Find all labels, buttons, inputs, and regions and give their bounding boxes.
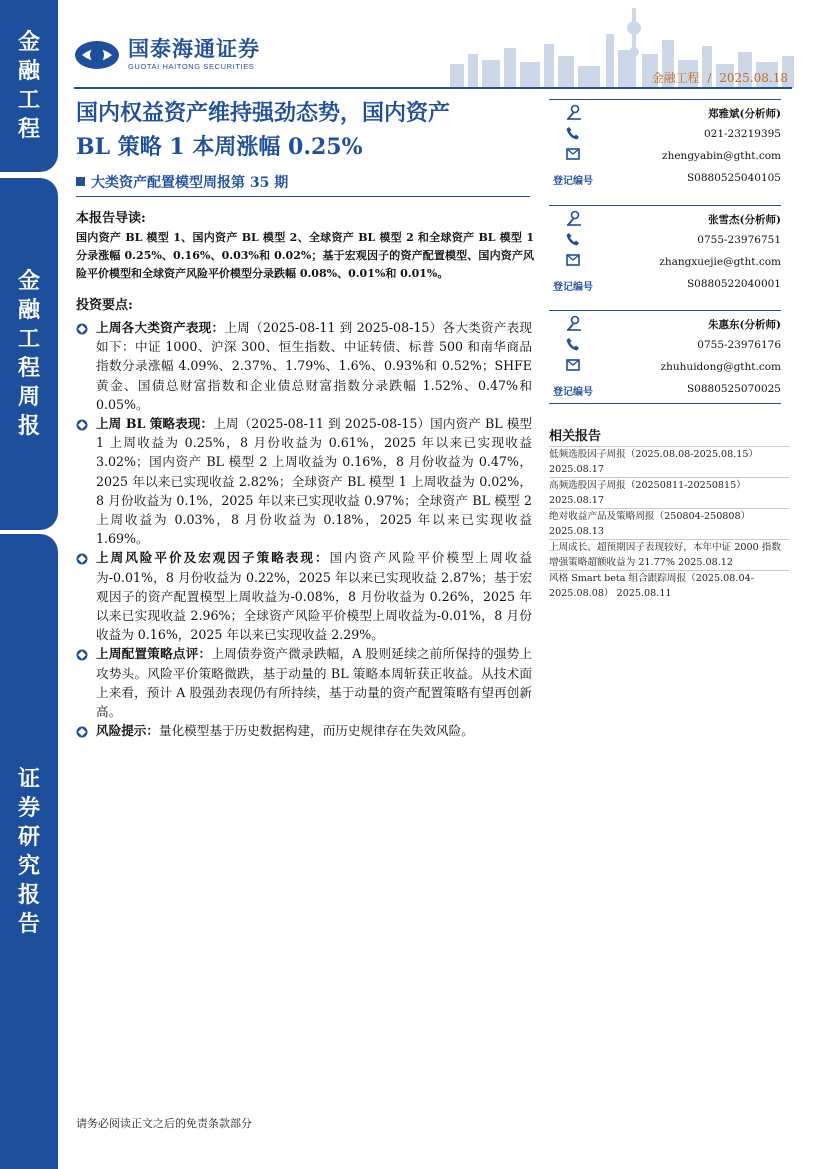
related-report-item[interactable]	[549, 570, 789, 601]
related-report-item[interactable]	[549, 446, 789, 477]
side-tab-financial-engineering	[0, 0, 58, 172]
analyst-card	[549, 313, 781, 401]
report-date: 2025.08.18	[719, 71, 788, 85]
key-point-heading: 风险提示：	[96, 723, 159, 739]
report-subtitle	[76, 172, 288, 192]
side-tab-char: 程	[17, 356, 40, 381]
subtitle-text: 大类资产配置模型周报第 35 期	[91, 175, 289, 191]
analyst-divider	[549, 205, 781, 206]
header-divider	[74, 87, 792, 89]
related-report-date: 2025.08.17	[549, 463, 604, 475]
analyst-registration: S0880522040001	[686, 278, 781, 290]
related-report-date: 2025.08.17	[549, 494, 604, 506]
analyst-card	[549, 102, 781, 190]
key-points-list	[76, 318, 532, 740]
side-tab-char: 究	[17, 853, 40, 879]
side-tab-char: 证	[17, 766, 40, 792]
diamond-bullet-icon	[76, 726, 88, 738]
side-tab-char: 工	[17, 88, 40, 113]
analyst-divider	[549, 99, 781, 100]
phone-icon	[566, 126, 580, 140]
related-report-item[interactable]	[549, 508, 789, 539]
key-point-body: 量化模型基于历史数据构建，而历史规律存在失效风险。	[158, 723, 474, 739]
analyst-name: 张雪杰(分析师)	[708, 214, 781, 226]
related-report-date: 2025.08.12	[678, 556, 733, 568]
registration-label: 登记编号	[553, 176, 593, 187]
header-category-date	[652, 69, 788, 86]
key-point-body: 上周（2025-08-11 到 2025-08-15）各大类资产表现如下：中证 1000、沪深 300、恒生指数、中证转债、标普 500 和南华商品指数分录涨幅 4.09%、2.37%、1.79%、1.6%、0.93%和 0.52%；SHFE 黄金、国债总财富指数和企业债总财富指数分录跌幅 1.52%、0.47%和 0.05%。	[96, 320, 533, 412]
related-reports-list	[549, 446, 789, 601]
email-icon	[566, 359, 580, 371]
related-report-title[interactable]: 上周成长、超预期因子表现较好，本年中证 2000 指数增强策略超额收益为 21.77%	[549, 542, 781, 568]
side-tab-char: 券	[17, 795, 40, 821]
key-point-heading: 上周配置策略点评：	[96, 646, 212, 662]
email-icon	[566, 254, 580, 266]
subtitle-divider	[76, 196, 530, 197]
report-title	[76, 96, 536, 164]
diamond-bullet-icon	[76, 553, 88, 565]
key-point-body: 上周（2025-08-11 到 2025-08-15）国内资产 BL 模型 1 上周收益为 0.25%，8 月份收益为 0.61%，2025 年以来已实现收益 3.02%；国内资产 BL 模型 2 上周收益为 0.16%，8 月份收益为 0.47%，2025 年以来已实现收益 2.82%；全球资产 BL 模型 1 上周收益为 0.02%，8 月份收益为 0.1%，2025 年以来已实现收益 0.97%；全球资产 BL 模型 2 上周收益为 0.03%，8 月份收益为 0.18%，2025 年以来已实现收益 1.69%。	[96, 416, 532, 547]
key-point	[76, 721, 532, 740]
related-report-title[interactable]: 风格 Smart beta 组合跟踪周报（2025.08.04-2025.08.08）	[549, 573, 754, 599]
analyst-divider	[549, 310, 781, 311]
disclaimer-footer: 请务必阅读正文之后的免责条款部分	[76, 1117, 252, 1130]
email-icon	[566, 148, 580, 160]
key-point	[76, 318, 532, 414]
company-logo	[74, 38, 260, 71]
key-point	[76, 414, 532, 548]
side-tab-char: 金	[17, 30, 40, 55]
related-report-date: 2025.08.13	[549, 525, 604, 537]
logo-text-en: GUOTAI HAITONG SECURITIES	[128, 62, 255, 71]
diamond-bullet-icon	[76, 649, 88, 661]
registration-label: 登记编号	[553, 282, 593, 293]
side-tab-char: 融	[17, 298, 40, 323]
diamond-bullet-icon	[76, 419, 88, 431]
side-tab-char: 周	[17, 385, 40, 410]
key-point-heading: 上周 BL 策略表现：	[96, 416, 214, 432]
report-category: 金融工程	[651, 71, 700, 85]
side-tab-weekly-report	[0, 178, 58, 530]
side-tab-char: 报	[17, 414, 40, 439]
key-point-heading: 上周各大类资产表现：	[96, 320, 225, 335]
points-heading: 投资要点:	[76, 298, 133, 313]
analyst-name: 郑雅斌(分析师)	[708, 108, 781, 120]
key-point-heading: 上周风险平价及宏观因子策略表现：	[96, 550, 330, 566]
logo-mark-icon	[74, 40, 120, 70]
square-bullet-icon	[76, 177, 85, 186]
related-report-title[interactable]: 高频选股因子周报（20250811-20250815）	[549, 480, 746, 491]
analyst-phone: 0755-23976751	[697, 234, 781, 246]
related-report-title[interactable]: 绝对收益产品及策略周报（250804-250808）	[549, 511, 751, 522]
intro-heading: 本报告导读:	[76, 211, 146, 226]
analyst-email[interactable]: zhuhuidong@gtht.com	[660, 361, 781, 373]
analyst-icon	[566, 210, 582, 226]
analyst-icon	[566, 315, 582, 331]
related-report-title[interactable]: 低频选股因子周报（2025.08.08-2025.08.15）	[549, 449, 759, 460]
phone-icon	[566, 337, 580, 351]
key-point	[76, 644, 532, 721]
side-tab-char: 程	[17, 117, 40, 142]
diamond-bullet-icon	[76, 323, 88, 335]
related-reports-heading: 相关报告	[549, 429, 602, 444]
registration-label: 登记编号	[553, 387, 593, 398]
side-tab-char: 报	[17, 882, 40, 908]
side-tab-securities-research	[0, 534, 58, 1169]
analyst-phone: 0755-23976176	[697, 339, 781, 351]
key-point-body: 上周债券资产微录跌幅，A 股则延续之前所保持的强势上攻势头。风险平价策略微跌，基于动量的 BL 策略本周斩获正收益。从技术面上来看，预计 A 股强劲表现仍有所持续，基于动量的资产配置策略有望再创新高。	[96, 646, 532, 720]
key-point-body: 国内资产风险平价模型上周收益为-0.01%，8 月份收益为 0.22%，2025 年以来已实现收益 2.87%；基于宏观因子的资产配置模型上周收益为-0.08%，8 月份收益为 0.26%，2025 年以来已实现收益 2.96%；全球资产风险平价模型上周收益为-0.01%，8 月份收益为 0.16%，2025 年以来已实现收益 2.29%。	[96, 550, 533, 643]
analyst-registration: S0880525040105	[686, 172, 781, 184]
logo-text-cn: 国泰海通证券	[128, 37, 260, 61]
related-report-item[interactable]	[549, 539, 789, 570]
title-line-2: BL 策略 1 本周涨幅 0.25%	[76, 134, 363, 160]
title-line-1: 国内权益资产维持强劲态势，国内资产	[76, 100, 451, 126]
analyst-phone: 021-23219395	[703, 128, 781, 140]
analyst-email[interactable]: zhangxuejie@gtht.com	[659, 256, 781, 268]
related-report-item[interactable]	[549, 477, 789, 508]
side-tab-char: 告	[17, 911, 40, 937]
analyst-divider	[549, 403, 781, 404]
analyst-email[interactable]: zhengyabin@gtht.com	[662, 150, 781, 162]
side-tab-char: 融	[17, 59, 40, 84]
side-tab-char: 研	[17, 824, 40, 850]
intro-text: 国内资产 BL 模型 1、国内资产 BL 模型 2、全球资产 BL 模型 2 和全球资产 BL 模型 1 分录涨幅 0.25%、0.16%、0.03%和 0.02%；基于宏观因子的资产配置模型、国内资产风险平价模型和全球资产风险平价模型分录跌幅 0.08%、0.01%和 0.01%。	[76, 231, 534, 280]
related-report-date: 2025.08.11	[616, 587, 672, 599]
analyst-registration: S0880525070025	[686, 383, 781, 395]
analyst-name: 朱惠东(分析师)	[708, 319, 781, 331]
phone-icon	[566, 232, 580, 246]
analyst-icon	[566, 104, 582, 120]
side-tab-char: 金	[17, 269, 40, 294]
analyst-card	[549, 208, 781, 296]
header-separator: /	[707, 71, 712, 85]
side-tab-char: 工	[17, 327, 40, 352]
key-point	[76, 548, 532, 644]
